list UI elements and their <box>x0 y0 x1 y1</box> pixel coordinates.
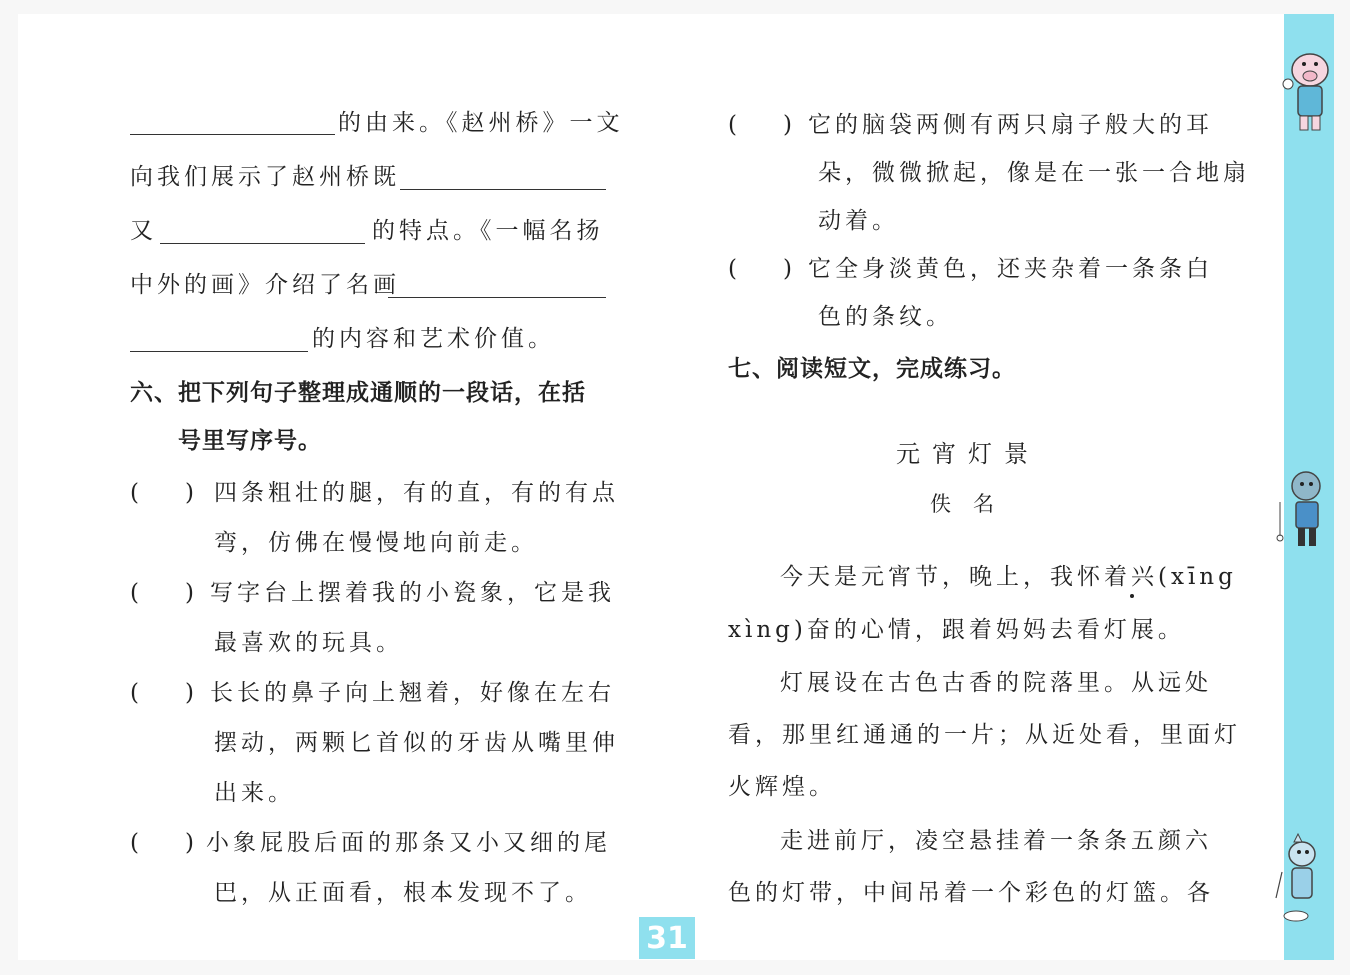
text-line: 中外的画》介绍了名画 <box>130 272 400 298</box>
text-line: 的特点。《一幅名扬 <box>372 218 604 244</box>
section-six-heading-cont: 号里写序号。 <box>178 428 322 454</box>
passage-line: 色的灯带，中间吊着一个彩色的灯篮。各 <box>728 880 1214 906</box>
passage-title: 元宵灯景 <box>896 440 1040 468</box>
sentence-line: 摆动，两颗匕首似的牙齿从嘴里伸 <box>214 730 619 756</box>
page-number: 31 <box>639 917 695 959</box>
sentence-line: 它全身淡黄色，还夹杂着一条条白 <box>808 256 1213 282</box>
sentence-line: 最喜欢的玩具。 <box>214 630 403 656</box>
emphasis-dot <box>1130 594 1134 598</box>
sentence-line: 色的条纹。 <box>818 304 953 330</box>
fill-blank-4[interactable] <box>388 297 606 298</box>
section-seven-heading: 七、阅读短文，完成练习。 <box>728 356 1016 382</box>
section-six-heading: 六、把下列句子整理成通顺的一段话，在括 <box>130 380 586 406</box>
sentence-line: 写字台上摆着我的小瓷象，它是我 <box>210 580 615 606</box>
passage-line: 今天是元宵节，晚上，我怀着兴(xīng <box>780 564 1237 590</box>
order-answer-box[interactable]: ( ) <box>130 680 194 706</box>
passage-line: 走进前厅，凌空悬挂着一条条五颜六 <box>780 828 1212 854</box>
sentence-line: 巴，从正面看，根本发现不了。 <box>214 880 592 906</box>
fox-cartoon-icon <box>1268 832 1322 928</box>
text-line: 又 <box>130 218 157 244</box>
pig-cartoon-icon <box>1280 40 1334 136</box>
sentence-line: 长长的鼻子向上翘着，好像在左右 <box>210 680 615 706</box>
sentence-line: 弯，仿佛在慢慢地向前走。 <box>214 530 538 556</box>
order-answer-box[interactable]: ( ) <box>130 580 194 606</box>
fill-blank-5[interactable] <box>130 351 308 352</box>
sentence-line: 出来。 <box>214 780 295 806</box>
passage-author: 佚名 <box>930 492 1016 516</box>
fill-blank-3[interactable] <box>160 243 365 244</box>
fill-blank-1[interactable] <box>130 134 335 135</box>
text-line: 向我们展示了赵州桥既 <box>130 164 400 190</box>
text-line: 的由来。《赵州桥》一文 <box>338 110 624 136</box>
order-answer-box[interactable]: ( ) <box>728 112 792 138</box>
fill-blank-2[interactable] <box>400 189 606 190</box>
text-line: 的内容和艺术价值。 <box>312 326 555 352</box>
wolf-cartoon-icon <box>1274 462 1328 558</box>
sentence-line: 四条粗壮的腿，有的直，有的有点 <box>214 480 619 506</box>
passage-line: 火辉煌。 <box>728 774 836 800</box>
order-answer-box[interactable]: ( ) <box>130 830 194 856</box>
passage-line: xìng)奋的心情，跟着妈妈去看灯展。 <box>728 617 1185 643</box>
sentence-line: 小象屁股后面的那条又小又细的尾 <box>206 830 611 856</box>
order-answer-box[interactable]: ( ) <box>728 256 792 282</box>
sentence-line: 它的脑袋两侧有两只扇子般大的耳 <box>808 112 1213 138</box>
sentence-line: 朵，微微掀起，像是在一张一合地扇 <box>818 160 1250 186</box>
passage-line: 看，那里红通通的一片；从近处看，里面灯 <box>728 722 1241 748</box>
sentence-line: 动着。 <box>818 208 899 234</box>
order-answer-box[interactable]: ( ) <box>130 480 194 506</box>
passage-line: 灯展设在古色古香的院落里。从远处 <box>780 670 1212 696</box>
